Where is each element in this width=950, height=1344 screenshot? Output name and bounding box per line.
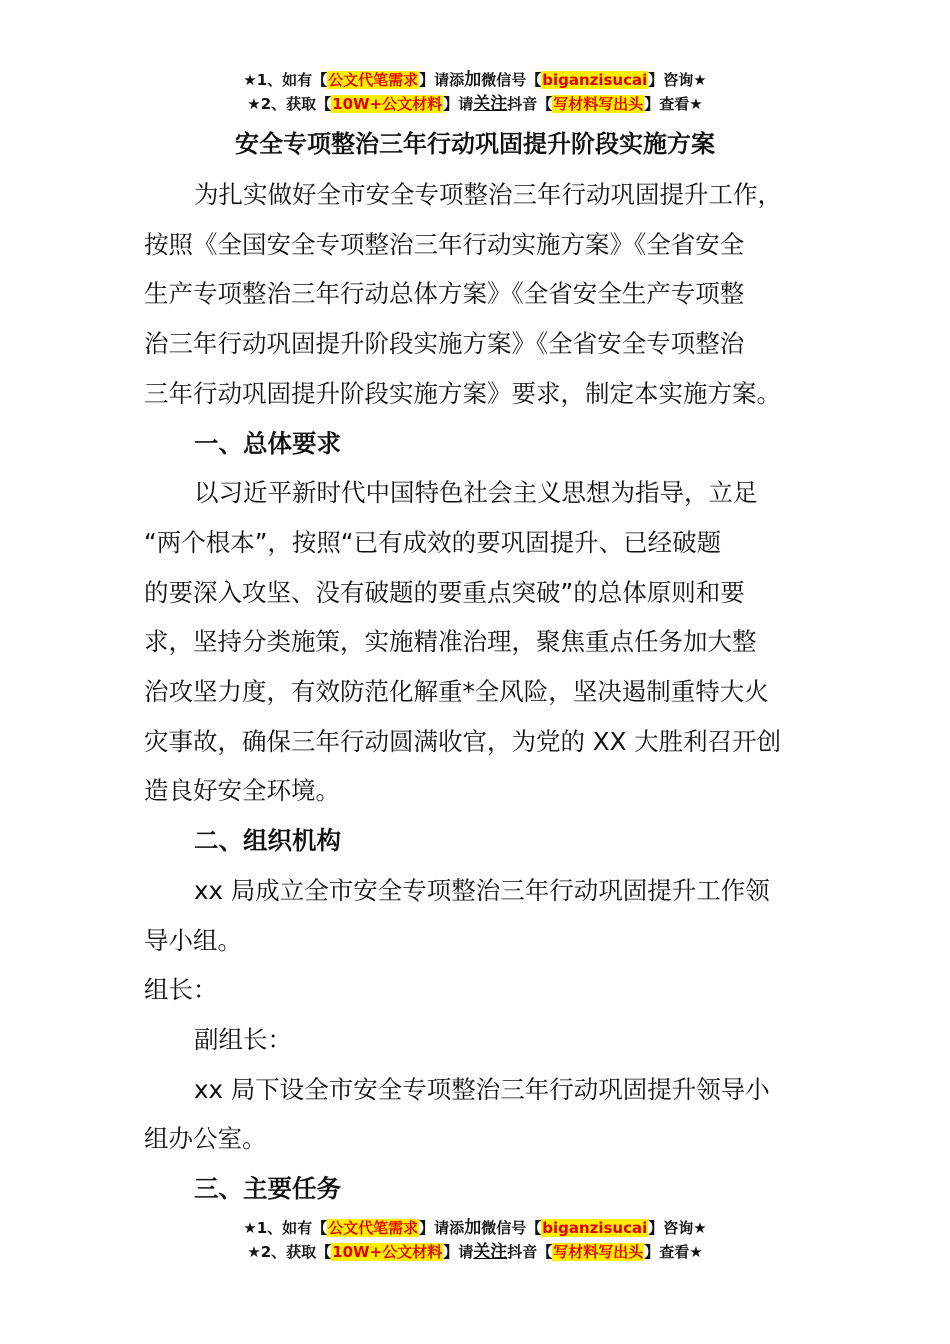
promo-text: 】请添: [419, 71, 465, 89]
section2-line: xx 局成立全市安全专项整治三年行动巩固提升工作领: [194, 875, 770, 905]
promo-line-2: [0, 1240, 950, 1264]
bottom-promo-banner: [0, 1216, 950, 1264]
promo-text: 】请添: [419, 1219, 465, 1237]
promo-text: 关注: [473, 94, 508, 114]
promo-text: ★1、如有【: [243, 1219, 328, 1237]
top-promo-banner: [0, 68, 950, 116]
promo-highlight: 10W+公文材料: [332, 95, 443, 113]
promo-text: 微信号【: [481, 71, 542, 89]
intro-line: 三年行动巩固提升阶段实施方案》要求，制定本实施方案。: [144, 378, 781, 408]
promo-text: 】查看★: [644, 95, 703, 113]
promo-text: 】咨询★: [648, 71, 707, 89]
section-heading-3: 三、主要任务: [194, 1174, 341, 1204]
section1-line: “两个根本”，按照“已有成效的要巩固提升、已经破题: [144, 527, 722, 557]
document-body: [144, 170, 814, 1214]
promo-text: ★1、如有【: [243, 71, 328, 89]
promo-text: 关注: [473, 1242, 508, 1262]
promo-highlight: 公文代笔需求: [328, 1219, 419, 1237]
promo-text: 抖音【: [507, 95, 553, 113]
promo-wechat-id: biganzisucai: [542, 71, 648, 89]
promo-douyin-id: 写材料写出头: [553, 1243, 644, 1261]
promo-douyin-id: 写材料写出头: [553, 95, 644, 113]
promo-text: ★2、获取【: [247, 1243, 332, 1261]
section-heading-2: 二、组织机构: [194, 826, 341, 856]
section1-line: 治攻坚力度，有效防范化解重*全风险，坚决遏制重特大火: [144, 677, 769, 707]
promo-text: 抖音【: [507, 1243, 553, 1261]
promo-text: 】咨询★: [648, 1219, 707, 1237]
promo-text: 微信号【: [481, 1219, 542, 1237]
section1-line: 的要深入攻坚、没有破题的要重点突破”的总体原则和要: [144, 577, 745, 607]
promo-text: 加: [464, 70, 482, 90]
promo-line-1: [0, 68, 950, 92]
promo-text: ★2、获取【: [247, 95, 332, 113]
promo-wechat-id: biganzisucai: [542, 1219, 648, 1237]
promo-line-2: [0, 92, 950, 116]
section2-line: xx 局下设全市安全专项整治三年行动巩固提升领导小: [194, 1074, 770, 1104]
section2-line: 导小组。: [144, 925, 242, 955]
section-heading-1: 一、总体要求: [194, 428, 341, 458]
section1-line: 以习近平新时代中国特色社会主义思想为指导，立足: [194, 478, 758, 508]
promo-text: 加: [464, 1218, 482, 1238]
section1-line: 灾事故，确保三年行动圆满收官，为党的 XX 大胜利召开创: [144, 726, 782, 756]
intro-line: 生产专项整治三年行动总体方案》《全省安全生产专项整: [144, 279, 745, 309]
leader-label: 组长：: [144, 975, 218, 1005]
intro-line: 按照《全国安全专项整治三年行动实施方案》《全省安全: [144, 229, 745, 259]
promo-highlight: 公文代笔需求: [328, 71, 419, 89]
section1-line: 求，坚持分类施策，实施精准治理，聚焦重点任务加大整: [144, 627, 757, 657]
promo-text: 】请: [443, 1243, 474, 1261]
intro-line: 治三年行动巩固提升阶段实施方案》《全省安全专项整治: [144, 329, 745, 359]
section1-line: 造良好安全环境。: [144, 776, 340, 806]
deputy-leader-label: 副组长：: [194, 1024, 292, 1054]
promo-text: 】查看★: [644, 1243, 703, 1261]
promo-highlight: 10W+公文材料: [332, 1243, 443, 1261]
document-title: 安全专项整治三年行动巩固提升阶段实施方案: [235, 130, 715, 158]
promo-line-1: [0, 1216, 950, 1240]
promo-text: 】请: [443, 95, 474, 113]
intro-line: 为扎实做好全市安全专项整治三年行动巩固提升工作，: [194, 180, 782, 209]
section2-line: 组办公室。: [144, 1124, 267, 1154]
